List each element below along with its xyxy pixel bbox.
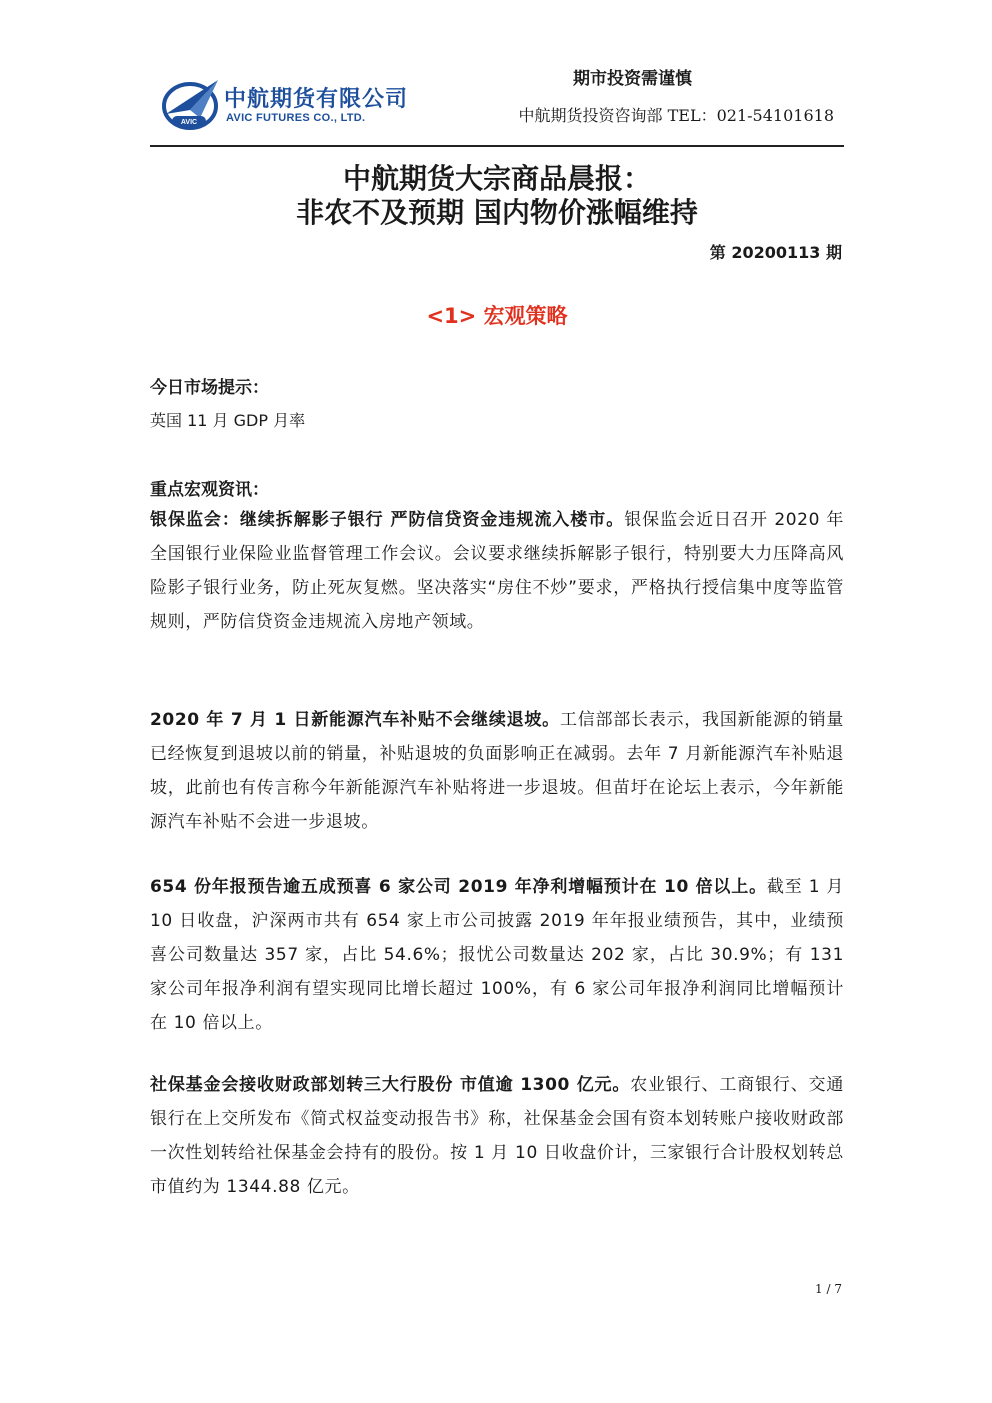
market-tips-label: 今日市场提示： (150, 378, 269, 398)
news-item (150, 703, 844, 839)
risk-warning: 期市投资需谨慎 (573, 69, 692, 89)
section-title: <1> 宏观策略 (426, 304, 568, 328)
avic-plane-icon (160, 74, 224, 134)
header-divider (150, 145, 844, 147)
news-body: 工信部部长表示，我国新能源的销量已经恢复到退坡以前的销量，补贴退坡的负面影响正在减弱。去年 7 月新能源汽车补贴退坡，此前也有传言称今年新能源汽车补贴将进一步退坡。但苗圩在论坛上表示，今年新能源汽车补贴不会进一步退坡。 (150, 710, 844, 832)
news-body: 银保监会近日召开 2020 年全国银行业保险业监督管理工作会议。会议要求继续拆解影子银行，特别要大力压降高风险影子银行业务，防止死灰复燃。坚决落实“房住不炒”要求，严格执行授信集中度等监管规则，严防信贷资金违规流入房地产领域。 (150, 510, 844, 632)
news-body: 农业银行、工商银行、交通银行在上交所发布《简式权益变动报告书》称，社保基金会国有资本划转账户接收财政部一次性划转给社保基金会持有的股份。按 1 月 10 日收盘价计，三家银行合计股权划转总市值约为 1344.88 亿元。 (150, 1075, 844, 1197)
news-body: 截至 1 月 10 日收盘，沪深两市共有 654 家上市公司披露 2019 年年报业绩预告，其中，业绩预喜公司数量达 357 家，占比 54.6%；报忧公司数量达 202 家，占比 30.9%；有 131 家公司年报净利润有望实现同比增长超过 100%，有 6 家公司年报净利润同比增幅预计在 10 倍以上。 (150, 877, 844, 1033)
market-tips-text: 英国 11 月 GDP 月率 (150, 411, 306, 430)
news-item (150, 1068, 844, 1204)
key-news-label: 重点宏观资讯： (150, 480, 269, 500)
logo-badge-text: AVIC (180, 119, 198, 126)
news-item (150, 503, 844, 639)
contact-info: 中航期货投资咨询部 TEL：021-54101618 (518, 106, 834, 125)
report-title-line2: 非农不及预期 国内物价涨幅维持 (296, 196, 698, 229)
news-headline: 社保基金会接收财政部划转三大行股份 市值逾 1300 亿元。 (150, 1075, 631, 1095)
news-headline: 654 份年报预告逾五成预喜 6 家公司 2019 年净利增幅预计在 10 倍以上。 (150, 877, 767, 897)
issue-number: 第 20200113 期 (709, 243, 842, 262)
company-logo (160, 74, 420, 134)
report-title-line1: 中航期货大宗商品晨报： (342, 162, 651, 195)
company-name-cn: 中航期货有限公司 (224, 87, 409, 112)
news-headline: 2020 年 7 月 1 日新能源汽车补贴不会继续退坡。 (150, 710, 560, 730)
page-number: 1 / 7 (815, 1282, 842, 1296)
company-name-en: AVIC FUTURES CO., LTD. (226, 112, 366, 124)
news-headline: 银保监会：继续拆解影子银行 严防信贷资金违规流入楼市。 (150, 510, 625, 530)
news-item (150, 870, 844, 1040)
